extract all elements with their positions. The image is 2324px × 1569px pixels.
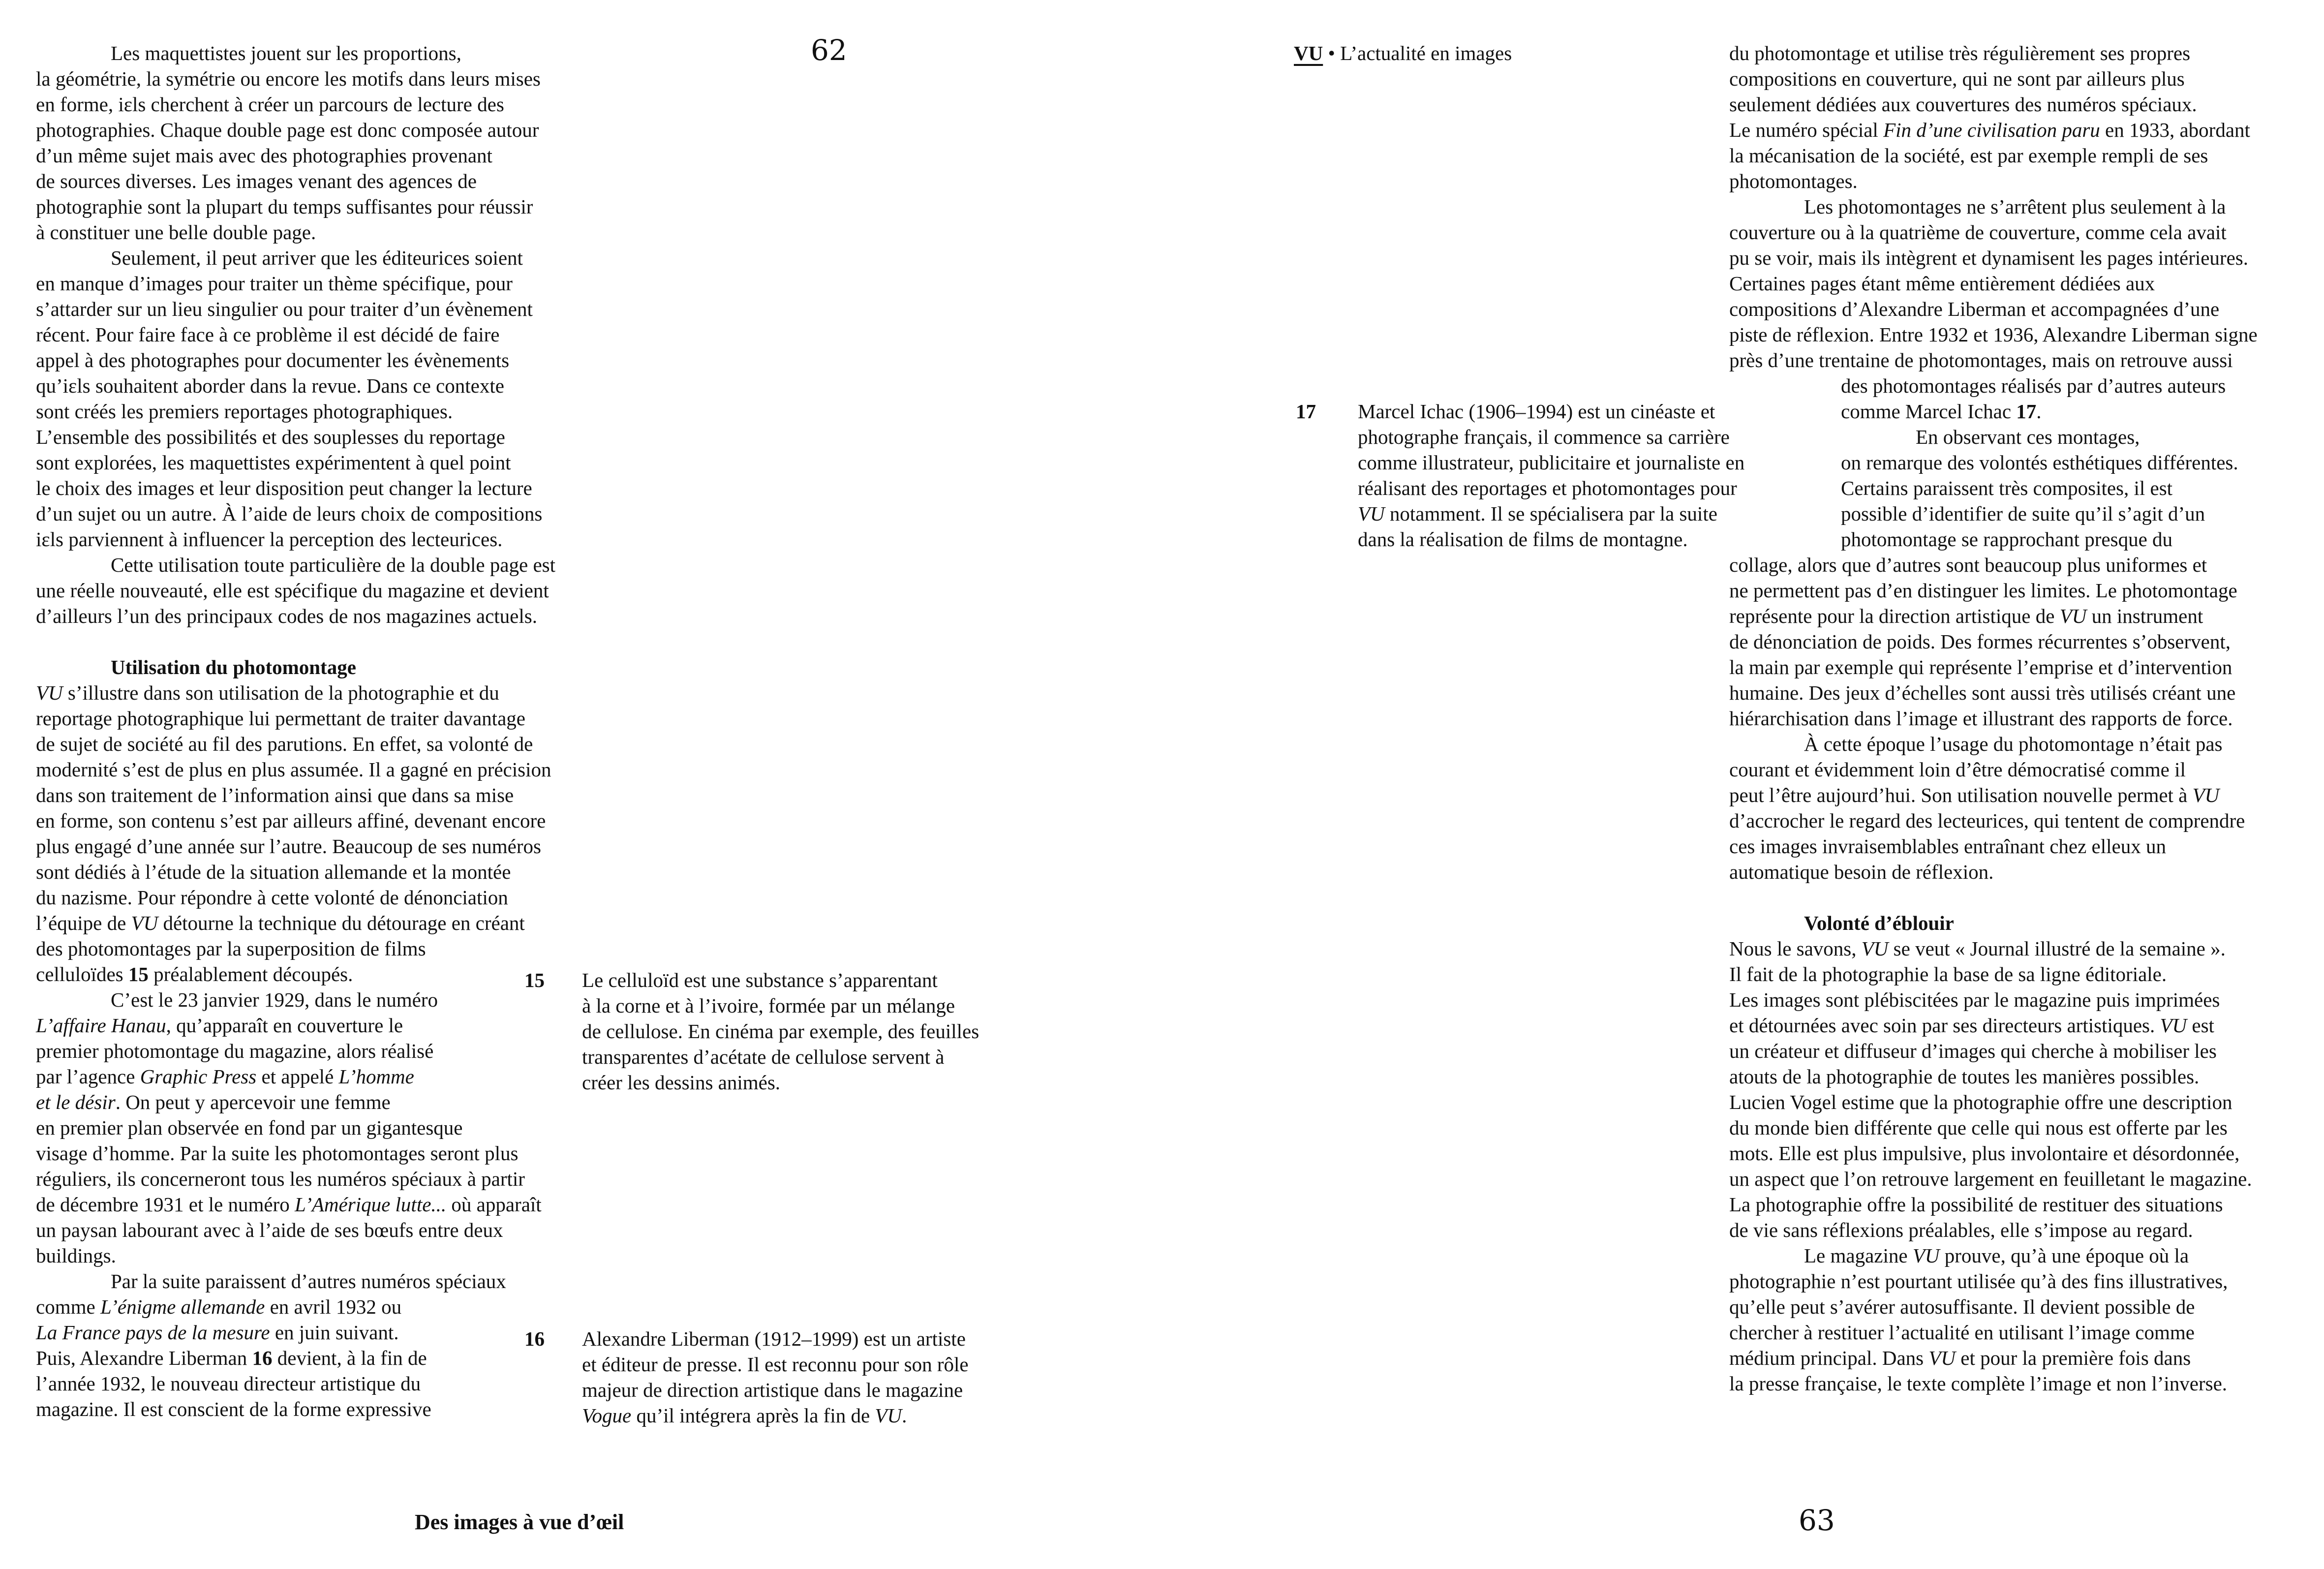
text-line (1729, 987, 2220, 1013)
text-line (1729, 603, 2203, 629)
text-line (1729, 66, 2185, 92)
footnote-number-15: 15 (524, 969, 545, 991)
text-segment: celluloïdes (36, 963, 128, 985)
italic-text: VU (36, 681, 63, 704)
text-line (1729, 92, 2197, 117)
text-line (1729, 296, 2219, 322)
text-segment: Il fait de la photographie la base de sa ligne éditoriale. (1729, 963, 2167, 985)
text-segment: de sources diverses. Les images venant des agences de (36, 170, 477, 192)
text-line (36, 782, 514, 808)
italic-text: Vogue (582, 1404, 632, 1427)
text-segment: se veut « Journal illustré de la semaine ». (1888, 937, 2226, 960)
text-line (36, 219, 316, 245)
text-segment: réalisant des reportages et photomontages pour (1358, 477, 1737, 499)
text-segment: et détournées avec soin par ses directeurs artistiques. (1729, 1014, 2160, 1037)
text-line (582, 1377, 963, 1403)
text-line (36, 92, 504, 117)
text-line (1358, 526, 1688, 552)
text-segment: en forme, iɛls cherchent à créer un parcours de lecture des (36, 93, 504, 116)
italic-text: VU (1928, 1347, 1956, 1369)
text-line (1729, 1268, 2228, 1294)
italic-text: VU (1861, 937, 1889, 960)
text-line (36, 271, 513, 296)
text-segment: de dénonciation de poids. Des formes récurrentes s’observent, (1729, 630, 2231, 653)
text-column-top (1729, 40, 2310, 375)
text-segment: du nazisme. Pour répondre à cette volonté de dénonciation (36, 886, 508, 909)
text-segment: la main par exemple qui représente l’emprise et d’intervention (1729, 656, 2232, 678)
italic-text: VU (875, 1404, 902, 1427)
text-segment: photographies. Chaque double page est donc composée autour (36, 119, 539, 141)
magazine-name: VU (1294, 42, 1323, 64)
text-line (1729, 578, 2237, 603)
text-segment: appel à des photographes pour documenter les évènements (36, 349, 510, 371)
text-segment: comme (36, 1295, 100, 1318)
text-line (1841, 501, 2205, 526)
text-segment: de cellulose. En cinéma par exemple, des feuilles (582, 1020, 979, 1043)
text-segment: à la corne et à l’ivoire, formée par un mélange (582, 994, 955, 1017)
text-line (1729, 117, 2250, 143)
text-segment: chercher à restituer l’actualité en utilisant l’image comme (1729, 1321, 2195, 1344)
text-segment: et appelé (256, 1065, 339, 1088)
text-segment: Lucien Vogel estime que la photographie offre une description (1729, 1091, 2232, 1113)
text-line (1729, 1089, 2232, 1115)
text-segment: possible d’identifier de suite qu’il s’agit d’un (1841, 502, 2205, 525)
text-segment: d’un même sujet mais avec des photographies provenant (36, 144, 492, 167)
text-line (1729, 40, 2190, 66)
text-segment: photographie sont la plupart du temps suffisantes pour réussir (36, 195, 533, 218)
text-line (1804, 910, 1954, 936)
section-title: L’actualité en images (1340, 42, 1512, 64)
text-segment: comme illustrateur, publicitaire et journaliste en (1358, 451, 1745, 474)
text-segment: couverture ou à la quatrième de couverture, comme cela avait (1729, 221, 2227, 244)
text-segment: un instrument (2086, 605, 2203, 627)
text-line (111, 654, 356, 680)
text-line (36, 885, 508, 910)
text-line (36, 936, 426, 961)
text-line (36, 1089, 391, 1115)
italic-text: Graphic Press (140, 1065, 257, 1088)
text-line (36, 961, 353, 987)
text-line (1729, 168, 1858, 194)
text-column-narrow (1841, 373, 2313, 555)
text-line (1729, 552, 2207, 578)
text-segment: d’accrocher le regard des lecteurices, qui tentent de comprendre (1729, 809, 2245, 832)
italic-text: L’énigme allemande (100, 1295, 265, 1318)
text-segment: sont créés les premiers reportages photographiques. (36, 400, 453, 423)
text-segment: la presse française, le texte complète l’image et non l’inverse. (1729, 1372, 2228, 1395)
text-segment: La photographie offre la possibilité de restituer des situations (1729, 1193, 2223, 1216)
main-text-column (36, 40, 616, 1457)
text-line (582, 967, 938, 993)
text-line (36, 526, 502, 552)
text-line (36, 296, 533, 322)
text-line (1729, 833, 2166, 859)
text-line (36, 808, 546, 833)
text-line (1729, 1038, 2217, 1064)
text-line (36, 450, 511, 475)
text-line (111, 552, 555, 578)
text-line (1841, 450, 2238, 475)
text-segment: ne permettent pas d’en distinguer les limites. Le photomontage (1729, 579, 2237, 602)
text-line (1804, 194, 2226, 219)
text-segment: Les maquettistes jouent sur les proportions, (111, 42, 461, 64)
text-segment: En observant ces montages, (1916, 426, 2140, 448)
text-segment: automatique besoin de réflexion. (1729, 861, 1994, 883)
text-segment: courant et évidemment loin d’être démocratisé comme il (1729, 758, 2186, 781)
text-segment: ces images invraisemblables entraînant chez elleux un (1729, 835, 2166, 858)
text-line (36, 117, 539, 143)
text-segment: s’attarder sur un lieu singulier ou pour traiter d’un évènement (36, 298, 533, 320)
text-line (36, 399, 453, 424)
bold-text: 17 (2016, 400, 2037, 423)
text-segment: en juin suivant. (270, 1321, 399, 1344)
running-head (1294, 40, 1512, 66)
text-line (1729, 936, 2226, 961)
text-segment: et pour la première fois dans (1956, 1347, 2191, 1369)
text-segment: . On peut y apercevoir une femme (115, 1091, 391, 1113)
text-segment: Marcel Ichac (1906–1994) est un cinéaste et (1358, 400, 1715, 423)
text-segment: Nous le savons, (1729, 937, 1862, 960)
text-segment: d’un sujet ou un autre. À l’aide de leurs choix de compositions (36, 502, 543, 525)
text-segment: , qu’apparaît en couverture le (166, 1014, 403, 1037)
text-line (36, 194, 533, 219)
text-line (1358, 475, 1737, 501)
text-segment: plus engagé d’une année sur l’autre. Beaucoup de ses numéros (36, 835, 541, 858)
text-line (36, 603, 537, 629)
text-segment: humaine. Des jeux d’échelles sont aussi très utilisés créant une (1729, 681, 2236, 704)
text-segment: transparentes d’acétate de cellulose servent à (582, 1046, 945, 1068)
text-segment: prouve, qu’à une époque où la (1939, 1244, 2189, 1267)
text-line (36, 373, 504, 399)
text-line (36, 859, 511, 885)
text-segment: l’année 1932, le nouveau directeur artistique du (36, 1372, 421, 1395)
text-segment: Le celluloïd est une substance s’apparentant (582, 969, 938, 991)
text-line (1729, 654, 2232, 680)
text-line (1729, 629, 2231, 654)
text-segment: devient, à la fin de (272, 1347, 427, 1369)
text-segment: du monde bien différente que celle qui nous est offerte par les (1729, 1116, 2228, 1139)
text-line (1729, 1345, 2191, 1371)
text-segment: pu se voir, mais ils intègrent et dynamisent les pages intérieures. (1729, 246, 2248, 269)
text-line (1729, 859, 1993, 885)
text-column-bottom (1729, 552, 2310, 1438)
text-segment: créer les dessins animés. (582, 1071, 781, 1094)
text-segment: qu’elle peut s’avérer autosuffisante. Il devient possible de (1729, 1295, 2195, 1318)
text-segment: de décembre 1931 et le numéro (36, 1193, 295, 1216)
page-63 (1162, 0, 2324, 1569)
text-line (1729, 706, 2233, 731)
text-line (111, 1268, 506, 1294)
italic-text: VU (2192, 784, 2220, 806)
text-segment: magazine. Il est conscient de la forme expressive (36, 1398, 431, 1420)
text-line (1841, 475, 2172, 501)
italic-text: VU (1358, 502, 1385, 525)
text-line (1729, 782, 2219, 808)
italic-text: La France pays de la mesure (36, 1321, 270, 1344)
bold-text: 15 (128, 963, 149, 985)
text-line (36, 424, 505, 450)
footnote-16-text (582, 1326, 1035, 1434)
text-segment: sont dédiés à l’étude de la situation allemande et la montée (36, 861, 511, 883)
text-segment: photographie n’est pourtant utilisée qu’à des fins illustratives, (1729, 1270, 2228, 1292)
text-line (1358, 399, 1715, 424)
text-segment: dans la réalisation de films de montagne. (1358, 528, 1688, 551)
text-line (36, 1192, 542, 1217)
text-segment: à constituer une belle double page. (36, 221, 316, 244)
text-segment: dans son traitement de l’information ainsi que dans sa mise (36, 784, 514, 806)
text-line (36, 1038, 433, 1064)
text-line (36, 731, 533, 757)
text-line (1729, 1371, 2227, 1396)
text-segment: iɛls parviennent à influencer la perception des lecteurices. (36, 528, 503, 551)
text-segment: sont explorées, les maquettistes expérimentent à quel point (36, 451, 511, 474)
text-segment: détourne la technique du détourage en créant (158, 912, 525, 934)
text-line (582, 1044, 944, 1070)
text-segment: collage, alors que d’autres sont beaucoup plus uniformes et (1729, 554, 2207, 576)
text-segment: Le numéro spécial (1729, 119, 1884, 141)
text-line (36, 143, 492, 168)
text-segment: représente pour la direction artistique de (1729, 605, 2060, 627)
text-line (582, 1070, 780, 1095)
text-line (111, 40, 461, 66)
text-line (1358, 424, 1730, 450)
italic-text: Fin d’une civilisation paru (1883, 119, 2100, 141)
text-line (36, 910, 525, 936)
text-segment: reportage photographique lui permettant de traiter davantage (36, 707, 525, 730)
text-segment: en avril 1932 ou (265, 1295, 402, 1318)
text-segment: est (2187, 1014, 2214, 1037)
text-segment: s’illustre dans son utilisation de la photographie et du (62, 681, 499, 704)
text-line (1804, 731, 2222, 757)
text-segment: Seulement, il peut arriver que les éditeurices soient (111, 246, 523, 269)
page-number: 62 (811, 33, 847, 67)
text-segment: photographe français, il commence sa carrière (1358, 426, 1730, 448)
text-segment: compositions d’Alexandre Liberman et accompagnées d’une (1729, 298, 2220, 320)
text-segment: Par la suite paraissent d’autres numéros spéciaux (111, 1270, 506, 1292)
text-segment: À cette époque l’usage du photomontage n’était pas (1804, 733, 2223, 755)
text-line (36, 578, 549, 603)
text-segment: comme Marcel Ichac (1841, 400, 2017, 423)
text-line (36, 1371, 421, 1396)
text-line (1729, 1192, 2223, 1217)
text-line (36, 1217, 503, 1243)
bold-text: 16 (252, 1347, 273, 1369)
text-line (1841, 526, 2172, 552)
text-segment: de vie sans réflexions préalables, elle s’impose au regard. (1729, 1219, 2193, 1241)
text-segment: l’équipe de (36, 912, 131, 934)
text-segment: des photomontages par la superposition de films (36, 937, 426, 960)
text-line (36, 1294, 401, 1320)
text-line (1729, 680, 2235, 706)
text-line (1729, 1064, 2199, 1089)
italic-text: L’homme (338, 1065, 414, 1088)
text-segment: mots. Elle est plus impulsive, plus involontaire et désordonnée, (1729, 1142, 2240, 1165)
text-line (1729, 808, 2245, 833)
text-line (1804, 1243, 2189, 1268)
text-segment: C’est le 23 janvier 1929, dans le numéro (111, 988, 438, 1011)
text-line (1358, 450, 1744, 475)
text-line (36, 1140, 518, 1166)
italic-text: VU (131, 912, 158, 934)
text-segment: Alexandre Liberman (1912–1999) est un artiste (582, 1327, 966, 1350)
text-line (1729, 757, 2186, 782)
text-segment: majeur de direction artistique dans le magazine (582, 1379, 963, 1401)
text-line (1841, 373, 2226, 399)
text-line (36, 1345, 427, 1371)
text-line (1729, 245, 2248, 271)
text-segment: en premier plan observée en fond par un gigantesque (36, 1116, 463, 1139)
text-line (1729, 1166, 2252, 1192)
text-segment: Certains paraissent très composites, il est (1841, 477, 2173, 499)
text-line (582, 1403, 907, 1428)
text-segment: photomontages. (1729, 170, 1858, 192)
italic-text: VU (2059, 605, 2087, 627)
text-segment: qu’il intégrera après la fin de (631, 1404, 875, 1427)
text-segment: premier photomontage du magazine, alors réalisé (36, 1040, 434, 1062)
text-segment: un créateur et diffuseur d’images qui cherche à mobiliser les (1729, 1040, 2217, 1062)
italic-text: L’Amérique lutte... (294, 1193, 447, 1216)
text-segment: hiérarchisation dans l’image et illustrant des rapports de force. (1729, 707, 2233, 730)
text-segment: du photomontage et utilise très régulièrement ses propres (1729, 42, 2191, 64)
italic-text: L’affaire Hanau (36, 1014, 166, 1037)
text-segment: la mécanisation de la société, est par exemple rempli de ses (1729, 144, 2208, 167)
text-line (1729, 1013, 2214, 1038)
text-segment: modernité s’est de plus en plus assumée. Il a gagné en précision (36, 758, 551, 781)
footnote-number-17: 17 (1296, 400, 1316, 423)
text-segment: piste de réflexion. Entre 1932 et 1936, Alexandre Liberman signe (1729, 323, 2258, 346)
text-segment: en forme, son contenu s’est par ailleurs affiné, devenant encore (36, 809, 546, 832)
text-line (582, 1326, 966, 1352)
text-line (111, 987, 438, 1013)
text-line (36, 1013, 403, 1038)
italic-text: et le désir (36, 1091, 116, 1113)
text-line (36, 757, 551, 782)
text-segment: médium principal. Dans (1729, 1347, 1929, 1369)
text-line (36, 1115, 463, 1140)
text-line (582, 1352, 969, 1377)
text-segment: Puis, Alexandre Liberman (36, 1347, 252, 1369)
text-segment: Le magazine (1804, 1244, 1913, 1267)
text-line (1916, 424, 2140, 450)
text-segment: récent. Pour faire face à ce problème il est décidé de faire (36, 323, 500, 346)
text-segment: . (902, 1404, 907, 1427)
text-line (1729, 1140, 2239, 1166)
text-line (582, 1018, 979, 1044)
text-line (36, 680, 499, 706)
text-line (1729, 961, 2167, 987)
text-line (1358, 501, 1717, 526)
text-segment: on remarque des volontés esthétiques différentes. (1841, 451, 2238, 474)
text-segment: réguliers, ils concerneront tous les numéros spéciaux à partir (36, 1168, 525, 1190)
text-line (36, 1243, 116, 1268)
italic-text: VU (2160, 1014, 2187, 1037)
text-segment: par l’agence (36, 1065, 140, 1088)
text-line (1729, 347, 2233, 373)
footnote-17-text (1358, 399, 1791, 556)
text-line (1729, 219, 2227, 245)
footnote-number-16: 16 (524, 1327, 545, 1350)
text-segment: Certaines pages étant même entièrement dédiées aux (1729, 272, 2155, 295)
text-segment: d’ailleurs l’un des principaux codes de nos magazines actuels. (36, 605, 537, 627)
text-line (36, 66, 541, 92)
text-segment: . (2036, 400, 2042, 423)
text-line (1729, 271, 2155, 296)
text-line (36, 168, 477, 194)
text-line (1729, 1115, 2228, 1140)
text-segment: Les photomontages ne s’arrêtent plus seulement à la (1804, 195, 2226, 218)
text-segment: de sujet de société au fil des parutions. En effet, sa volonté de (36, 733, 533, 755)
text-line (1729, 143, 2208, 168)
text-segment: préalablement découpés. (148, 963, 353, 985)
text-line (1841, 399, 2042, 424)
text-segment: où apparaît (446, 1193, 542, 1216)
text-line (36, 475, 532, 501)
text-line (36, 1396, 431, 1422)
text-segment: notamment. Il se spécialisera par la suite (1384, 502, 1717, 525)
bullet-separator: • (1328, 42, 1335, 64)
text-segment: qu’iɛls souhaitent aborder dans la revue. Dans ce contexte (36, 374, 504, 397)
text-segment: peut l’être aujourd’hui. Son utilisation nouvelle permet à (1729, 784, 2193, 806)
text-line (1729, 1294, 2195, 1320)
text-segment: visage d’homme. Par la suite les photomontages seront plus (36, 1142, 519, 1165)
text-line (36, 1064, 414, 1089)
text-segment: compositions en couverture, qui ne sont par ailleurs plus (1729, 67, 2185, 90)
text-line (582, 993, 955, 1018)
text-line (1729, 1217, 2193, 1243)
text-segment: une réelle nouveauté, elle est spécifique du magazine et devient (36, 579, 549, 602)
text-segment: buildings. (36, 1244, 116, 1267)
text-segment: un aspect que l’on retrouve largement en feuilletant le magazine. (1729, 1168, 2252, 1190)
text-line (111, 245, 523, 271)
italic-text: VU (1912, 1244, 1940, 1267)
text-line (1729, 322, 2258, 347)
page-number: 63 (1799, 1504, 1835, 1537)
bold-text: Utilisation du photomontage (111, 656, 356, 678)
text-line (36, 501, 542, 526)
text-line (36, 1166, 525, 1192)
text-line (36, 1320, 399, 1345)
text-segment: seulement dédiées aux couvertures des numéros spéciaux. (1729, 93, 2197, 116)
bold-text: Volonté d’éblouir (1804, 912, 1954, 934)
text-segment: L’ensemble des possibilités et des souplesses du reportage (36, 426, 505, 448)
text-line (1729, 1320, 2195, 1345)
text-segment: Les images sont plébiscitées par le magazine puis imprimées (1729, 988, 2220, 1011)
text-line (36, 833, 541, 859)
text-segment: en manque d’images pour traiter un thème spécifique, pour (36, 272, 513, 295)
text-line (36, 706, 525, 731)
text-line (36, 347, 509, 373)
text-segment: le choix des images et leur disposition peut changer la lecture (36, 477, 532, 499)
text-segment: atouts de la photographie de toutes les manières possibles. (1729, 1065, 2200, 1088)
text-segment: près d’une trentaine de photomontages, mais on retrouve aussi (1729, 349, 2233, 371)
text-line (36, 322, 499, 347)
footnote-15-text (582, 967, 1035, 1100)
text-segment: un paysan labourant avec à l’aide de ses bœufs entre deux (36, 1219, 503, 1241)
text-segment: Cette utilisation toute particulière de la double page est (111, 554, 555, 576)
text-segment: et éditeur de presse. Il est reconnu pour son rôle (582, 1353, 969, 1376)
book-title-footer: Des images à vue d’œil (415, 1510, 624, 1534)
text-segment: en 1933, abordant (2100, 119, 2250, 141)
text-segment: photomontage se rapprochant presque du (1841, 528, 2173, 551)
text-segment: des photomontages réalisés par d’autres auteurs (1841, 374, 2226, 397)
text-segment: la géométrie, la symétrie ou encore les motifs dans leurs mises (36, 67, 541, 90)
